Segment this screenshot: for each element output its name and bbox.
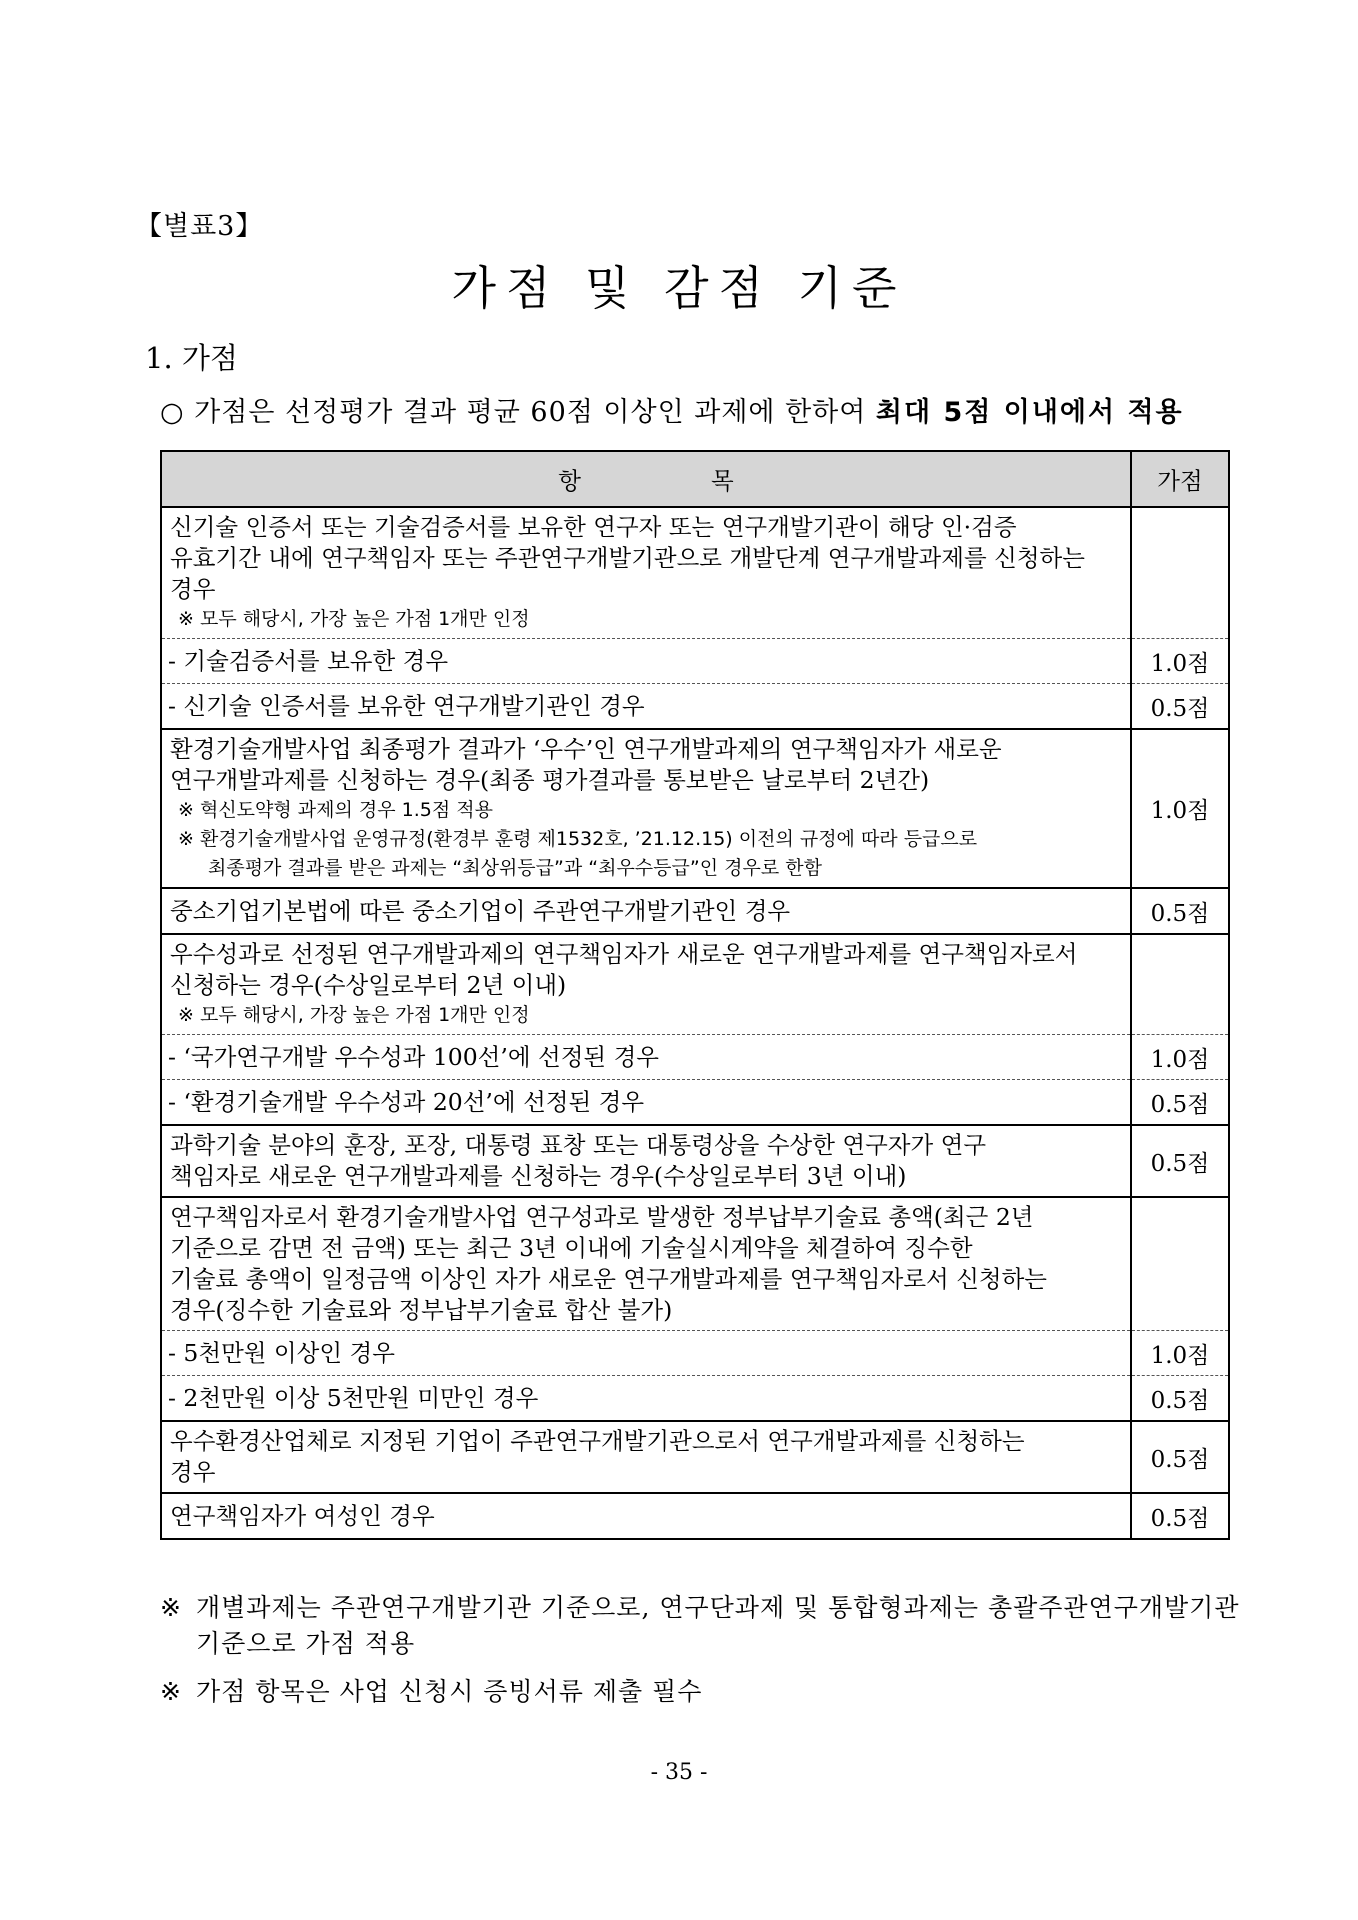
row-text: 환경기술개발사업 최종평가 결과가 ‘우수’인 연구개발과제의 연구책임자가 새로운: [170, 735, 1002, 763]
row-text: 책임자로 새로운 연구개발과제를 신청하는 경우(수상일로부터 3년 이내): [170, 1162, 907, 1190]
row-subitem: - ‘환경기술개발 우수성과 20선’에 선정된 경우: [161, 1080, 1131, 1126]
footnote: ※ 개별과제는 주관연구개발기관 기준으로, 연구단과제 및 통합형과제는 총괄주관연구개발기관 기준으로 가점 적용: [160, 1593, 1240, 1658]
section-heading: 1. 가점: [145, 341, 238, 375]
row-text: 기준으로 감면 전 금액) 또는 최근 3년 이내에 기술실시계약을 체결하여 징수한: [170, 1234, 973, 1262]
row-text: 우수환경산업체로 지정된 기업이 주관연구개발기관으로서 연구개발과제를 신청하는: [170, 1427, 1025, 1455]
row-points: 0.5점: [1131, 1493, 1229, 1539]
row-text: 과학기술 분야의 훈장, 포장, 대통령 표창 또는 대통령상을 수상한 연구자가 연구: [170, 1131, 987, 1159]
intro-bold: 최대 5점 이내에서 적용: [875, 397, 1184, 428]
row-points: 0.5점: [1131, 1080, 1229, 1126]
table-row: [161, 1376, 1229, 1422]
row-text: 신청하는 경우(수상일로부터 2년 이내): [170, 971, 567, 999]
row-points: 1.0점: [1131, 1035, 1229, 1080]
row-text: 경우: [170, 1458, 216, 1486]
row-text: 우수성과로 선정된 연구개발과제의 연구책임자가 새로운 연구개발과제를 연구책임자로서: [170, 940, 1078, 968]
row-text: 연구개발과제를 신청하는 경우(최종 평가결과를 통보받은 날로부터 2년간): [170, 766, 930, 794]
table-row: [161, 1331, 1229, 1376]
row-points: 0.5점: [1131, 1376, 1229, 1422]
table-row: [161, 729, 1229, 888]
row-text: 연구책임자로서 환경기술개발사업 연구성과로 발생한 정부납부기술료 총액(최근 2년: [170, 1203, 1034, 1231]
row-points: 0.5점: [1131, 1125, 1229, 1197]
table-row: [161, 507, 1229, 639]
row-text: 기술료 총액이 일정금액 이상인 자가 새로운 연구개발과제를 연구책임자로서 신청하는: [170, 1265, 1047, 1293]
footnote-text: 개별과제는 주관연구개발기관 기준으로, 연구단과제 및 통합형과제는 총괄주관연구개발기관: [196, 1593, 1240, 1622]
row-note: ※ 모두 해당시, 가장 높은 가점 1개만 인정: [178, 1004, 530, 1026]
row-points: 1.0점: [1131, 1331, 1229, 1376]
row-points: 0.5점: [1131, 684, 1229, 730]
row-text: 경우: [170, 575, 216, 603]
bonus-criteria-table: [160, 450, 1230, 1540]
row-note: ※ 환경기술개발사업 운영규정(환경부 훈령 제1532호, ’21.12.15) 이전의 규정에 따라 등급으로: [178, 828, 978, 850]
bullet: ○: [160, 397, 185, 428]
row-subitem: - 2천만원 이상 5천만원 미만인 경우: [161, 1376, 1131, 1422]
row-subitem: - ‘국가연구개발 우수성과 100선’에 선정된 경우: [161, 1035, 1131, 1080]
page-title: 가점 및 감점 기준: [451, 261, 907, 315]
row-text: 신기술 인증서 또는 기술검증서를 보유한 연구자 또는 연구개발기관이 해당 인·검증: [170, 513, 1017, 541]
footnote-text: 기준으로 가점 적용: [196, 1629, 416, 1658]
table-row: [161, 888, 1229, 934]
intro-line: [160, 390, 1184, 429]
row-text: 중소기업기본법에 따른 중소기업이 주관연구개발기관인 경우: [170, 897, 791, 925]
row-note: ※ 혁신도약형 과제의 경우 1.5점 적용: [178, 799, 493, 821]
table-row: [161, 1493, 1229, 1539]
table-row: [161, 1035, 1229, 1080]
footnote: ※ 가점 항목은 사업 신청시 증빙서류 제출 필수: [160, 1677, 703, 1706]
header-item: 항 목: [161, 451, 1131, 507]
row-points: 1.0점: [1131, 729, 1229, 888]
row-text: 유효기간 내에 연구책임자 또는 주관연구개발기관으로 개발단계 연구개발과제를 신청하는: [170, 544, 1085, 572]
row-points: 0.5점: [1131, 888, 1229, 934]
row-note: ※ 모두 해당시, 가장 높은 가점 1개만 인정: [178, 608, 530, 630]
table-row: [161, 1080, 1229, 1126]
page-number: - 35 -: [650, 1760, 708, 1785]
table-row: [161, 639, 1229, 684]
table-row: [161, 934, 1229, 1035]
header-points: 가점: [1131, 451, 1229, 507]
table-row: [161, 1125, 1229, 1197]
footnote-text: 가점 항목은 사업 신청시 증빙서류 제출 필수: [196, 1677, 703, 1706]
row-text: 연구책임자가 여성인 경우: [170, 1502, 435, 1530]
row-points: 1.0점: [1131, 639, 1229, 684]
row-subitem: - 신기술 인증서를 보유한 연구개발기관인 경우: [161, 684, 1131, 730]
row-points: 0.5점: [1131, 1421, 1229, 1493]
table-row: [161, 684, 1229, 730]
row-subitem: - 5천만원 이상인 경우: [161, 1331, 1131, 1376]
table-row: [161, 1197, 1229, 1331]
row-note: 최종평가 결과를 받은 과제는 “최상위등급”과 “최우수등급”인 경우로 한함: [208, 857, 822, 879]
row-text: 경우(징수한 기술료와 정부납부기술료 합산 불가): [170, 1296, 673, 1324]
table-row: [161, 1421, 1229, 1493]
row-subitem: - 기술검증서를 보유한 경우: [161, 639, 1131, 684]
intro-text: 가점은 선정평가 결과 평균 60점 이상인 과제에 한하여: [194, 397, 867, 428]
doc-label: 【별표3】: [135, 211, 264, 242]
